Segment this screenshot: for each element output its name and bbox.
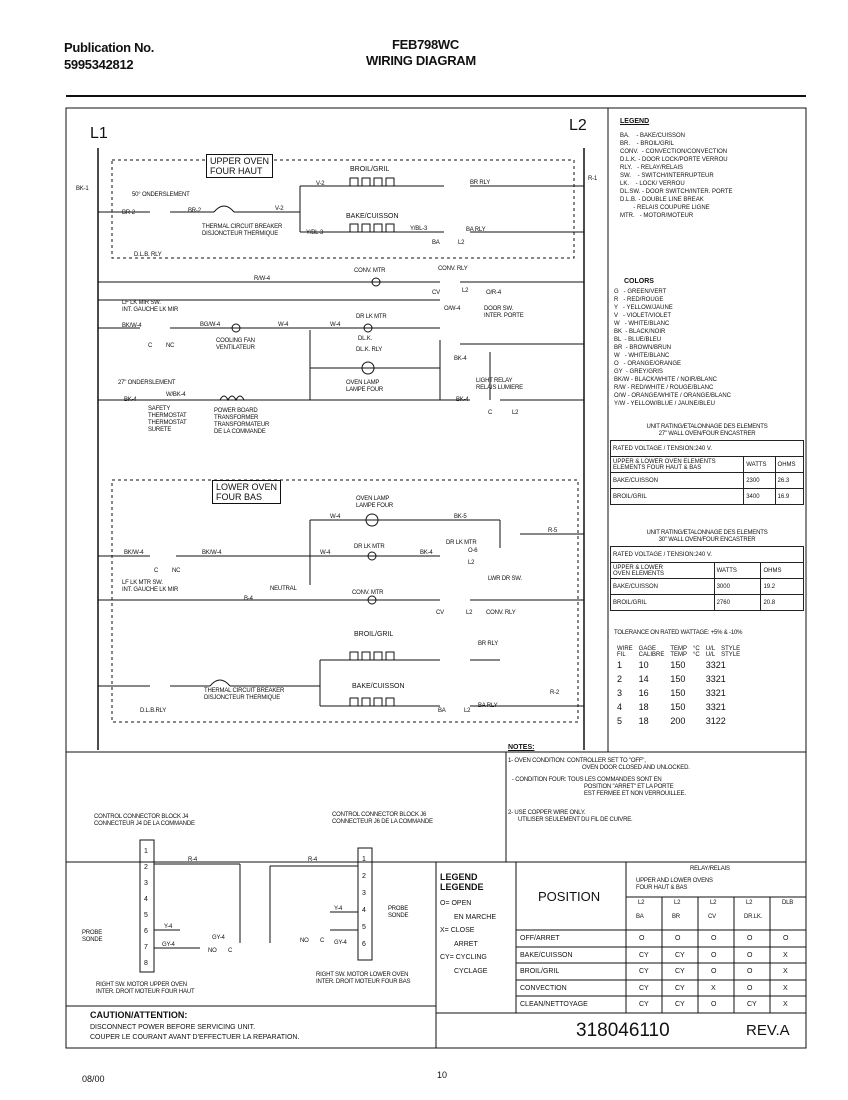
position-cell: O: [747, 935, 753, 942]
color-item: V - VIOLET/VIOLET: [614, 313, 672, 319]
wire-header: CALIBRE: [638, 652, 665, 658]
lower-ba-rly: BA RLY: [478, 703, 498, 709]
wire-cell: [690, 714, 703, 728]
color-item: W - WHITE/BLANC: [614, 321, 670, 327]
wire-bk4c: BK-4: [456, 397, 469, 403]
position-cell: O: [747, 952, 753, 959]
j6-no: NO: [300, 938, 309, 944]
lower-wire-w4b: W-4: [320, 550, 331, 556]
wire-cell: 18: [638, 716, 649, 726]
j4-r4: R-4: [188, 857, 198, 863]
j4-gy4b: GY-4: [212, 935, 225, 941]
wire-cell: 5: [617, 716, 623, 726]
legend-item: BR. - BROIL/GRIL: [620, 141, 675, 147]
lower-sw-nc: NC: [172, 568, 181, 574]
wire-cell: 200: [670, 716, 686, 726]
position-cell: O: [711, 952, 717, 959]
rail-l2-label: L2: [569, 117, 587, 134]
connector-pin: 2: [144, 864, 148, 871]
wire-header: TEMP: [670, 646, 688, 652]
notes-block: NOTES: 1- OVEN CONDITION: CONTROLLER SET TO "OFF", OVEN DOOR CLOSED AND UNLOCKED. - CONDITION FOUR: TOUS LES COMMANDES SONT EN POSITION "ARRET" ET LA PORTE EST FERMEE ET NON VERROUILLEE. 2- USE COPPER WIRE ONLY. UTILISER SEULEMENT DU FIL DE CUIVRE.: [508, 744, 690, 823]
wire-cell: 4: [617, 702, 623, 712]
position-cell: X: [783, 968, 788, 975]
connector-pin: 4: [362, 907, 366, 914]
wire-cell: 18: [638, 702, 649, 712]
position-cell: O: [747, 985, 753, 992]
position-cell: X: [783, 1001, 788, 1008]
j6-footer: RIGHT SW. MOTOR LOWER OVEN INTER. DROIT MOTEUR FOUR BAS: [316, 972, 411, 985]
wire-row: [614, 700, 743, 714]
wire-table: [614, 646, 743, 728]
wire-row: [614, 714, 743, 728]
relay-col-bottom: BA: [636, 914, 644, 920]
cv-label: CV: [432, 290, 440, 296]
position-cell: X: [783, 985, 788, 992]
j6-title: CONTROL CONNECTOR BLOCK J6 CONNECTEUR J6 DE LA COMMANDE: [332, 812, 433, 825]
j6-c: C: [320, 938, 325, 944]
position-cell: CY: [639, 968, 649, 975]
lower-wire-o6: O-6: [468, 548, 478, 554]
position-cell: O: [711, 968, 717, 975]
publication-number: 5995342812: [64, 57, 134, 72]
lower-wire-bk5: BK-5: [454, 514, 467, 520]
lower-ba: BA: [438, 708, 446, 714]
position-cell: O: [639, 935, 645, 942]
oneshot-27: 27" ONDERSLEMENT: [118, 380, 176, 386]
connector-pin: 8: [144, 960, 148, 967]
wire-br2a: BR-2: [122, 210, 135, 216]
position-cell: CY: [639, 985, 649, 992]
wire-cell: 150: [670, 702, 686, 712]
wire-cell: 150: [670, 660, 686, 670]
position-cell: CY: [675, 985, 685, 992]
lower-wire-bkw4: BK/W-4: [124, 550, 144, 556]
footer-date: 08/00: [82, 1074, 105, 1084]
j4-gy4a: GY-4: [162, 942, 175, 948]
wire-cell: 3321: [705, 688, 726, 698]
lower-oven-box: LOWER OVEN FOUR BAS: [212, 480, 281, 504]
wire-row: [614, 658, 743, 672]
wire-header: WIRE: [617, 646, 633, 652]
wire-bk4: BK-4: [454, 356, 467, 362]
wire-header: STYLE: [721, 652, 741, 658]
wire-header: STYLE: [721, 646, 741, 652]
color-item: O - ORANGE/ORANGE: [614, 361, 682, 367]
wire-wbk4: W/BK-4: [166, 392, 186, 398]
ba-label: BA: [432, 240, 440, 246]
j4-footer: RIGHT SW. MOTOR UPPER OVEN INTER. DROIT MOTEUR FOUR HAUT: [96, 982, 195, 995]
part-number: 318046110: [576, 1020, 670, 1041]
position-cell: CY: [675, 968, 685, 975]
position-cell: O: [711, 1001, 717, 1008]
wire-oyw4: O/W-4: [444, 306, 461, 312]
position-cell: CY: [639, 1001, 649, 1008]
rail-l1-label: L1: [90, 125, 108, 142]
sw-nc: NC: [166, 343, 175, 349]
connector-pin: 1: [144, 848, 148, 855]
j4-title: CONTROL CONNECTOR BLOCK J4 CONNECTEUR J4 DE LA COMMANDE: [94, 814, 195, 827]
legend-item: - RELAIS COUPURE LIGNE: [620, 205, 710, 211]
lower-wire-r2: R-2: [550, 690, 560, 696]
light-l2: L2: [512, 410, 519, 416]
relay-col-top: DLB: [782, 900, 794, 906]
position-cell: CY: [747, 1001, 757, 1008]
wire-cell: 3321: [705, 702, 726, 712]
position-cell: CY: [639, 952, 649, 959]
wire-w4: W-4: [278, 322, 289, 328]
connector-pin: 4: [144, 896, 148, 903]
dlk-label: DL.K.: [358, 336, 373, 342]
color-item: GY - GREY/GRIS: [614, 369, 663, 375]
lower-l2: L2: [468, 560, 475, 566]
wire-cell: 3321: [705, 674, 726, 684]
legend-block: LEGEND BA. - BAKE/CUISSON BR. - BROIL/GRIL CONV. - CONVECTION/CONVECTION D.L.K. - DOOR LOCK/PORTE VERROU RLY. - RELAY/RELAIS SW. - SWITCH/INTERRUPTEUR LK. - LOCK/ VERROU DL.SW. - DOOR SWITCH/INTER. PORTE D.L.B. - DOUBLE LINE BREAK - RELAIS COUPURE LIGNE MTR. - MOTOR/MOTEUR: [620, 118, 733, 219]
legend-item: SW. - SWITCH/INTERRUPTEUR: [620, 173, 714, 179]
position-cell: O: [675, 935, 681, 942]
wire-cell: 3: [617, 688, 623, 698]
j4-probe: PROBE SONDE: [82, 930, 103, 943]
wire-bgw4: BG/W-4: [200, 322, 221, 328]
position-cell: X: [783, 952, 788, 959]
wire-header: TEMP: [670, 652, 688, 658]
wire-w4b: W-4: [330, 322, 341, 328]
dr-lk-mtr: DR LK MTR: [356, 314, 387, 320]
wire-header: U/L: [705, 652, 716, 658]
connector-pin: 6: [362, 941, 366, 948]
lower-oven-lamp: OVEN LAMP LAMPE FOUR: [356, 496, 394, 509]
color-item: BK - BLACK/NOIR: [614, 329, 666, 335]
legend-item: D.L.K. - DOOR LOCK/PORTE VERROU: [620, 157, 728, 163]
light-relay: LIGHT RELAY RELAIS LUMIERE: [476, 378, 523, 391]
cooling-fan: COOLING FAN VENTILATEUR: [216, 338, 255, 351]
tolerance: TOLERANCE ON RATED WATTAGE: +5% & -10%: [614, 630, 743, 636]
wire-orw4: O/R-4: [486, 290, 502, 296]
connector-pin: 5: [362, 924, 366, 931]
color-item: Y - YELLOW/JAUNE: [614, 305, 673, 311]
page-number: 10: [437, 1070, 448, 1080]
lower-wire-b4: B-4: [244, 596, 253, 602]
wire-cell: 3122: [705, 716, 726, 726]
lower-wire-w4: W-4: [330, 514, 341, 520]
publication-label: Publication No.: [64, 40, 155, 55]
wire-v2a: V-2: [316, 181, 325, 187]
relay-col-top: L2: [710, 900, 717, 906]
model-number: FEB798WC: [392, 37, 459, 52]
j6-probe: PROBE SONDE: [388, 906, 409, 919]
upper-oven-box: UPPER OVEN FOUR HAUT: [206, 154, 273, 178]
colors-block: COLORS G - GREEN/VERT R - RED/ROUGE Y - YELLOW/JAUNE V - VIOLET/VIOLET W - WHITE/BLANC BK - BLACK/NOIR BL - BLUE/BLEU BR - BROWN/BRUN W - WHITE/BLANC O - ORANGE/ORANGE GY - GREY/GRIS BK/W - BLACK/WHITE / NOIR/BLANC R/W - RED/WHITE / ROUGE/BLANC O/W - ORANGE/WHITE / ORANGE/BLANC Y/W - YELLOW/BLUE / JAUNE/BLEU: [614, 278, 732, 407]
lower-dr-lk-mtr2: DR LK MTR: [446, 540, 477, 546]
position-cell: O: [711, 935, 717, 942]
lower-conv-mtr: CONV. MTR: [352, 590, 384, 596]
relay-col-bottom: CV: [708, 914, 716, 920]
wire-cell: 2: [617, 674, 623, 684]
lower-l2c: L2: [464, 708, 471, 714]
lower-tcb: THERMAL CIRCUIT BREAKER DISJONCTEUR THERMIQUE: [204, 688, 285, 701]
color-item: G - GREEN/VERT: [614, 289, 667, 295]
l2-conv: L2: [462, 288, 469, 294]
wire-cell: 10: [638, 660, 649, 670]
position-cell: O: [747, 968, 753, 975]
relay-sub: UPPER AND LOWER OVENS FOUR HAUT & BAS: [636, 878, 713, 891]
switch-legend: LEGEND LEGENDE O= OPEN EN MARCHE X= CLOSE ARRET CY= CYCLING CYCLAGE: [440, 872, 497, 975]
rating-27-table: UNIT RATING/ETALONNAGE DES ELEMENTS 27" WALL OVEN/FOUR ENCASTRER RATED VOLTAGE / TENSION:240 V. UPPER & LOWER OVEN ELEMENTS ELEMENTS FOUR HAUT & BAS WATTS OHMS BAKE/CUISSON 2300 26.3 BROIL/GRIL 3400 16.9: [610, 424, 804, 505]
color-item: Y/W - YELLOW/BLUE / JAUNE/BLEU: [614, 401, 715, 407]
lower-lf-lk-sw: LF LK MTR SW. INT. GAUCHE LK MIR: [122, 580, 179, 593]
rating-30-table: UNIT RATING/ETALONNAGE DES ELEMENTS 30" WALL OVEN/FOUR ENCASTRER RATED VOLTAGE / TENSION:240 V. UPPER & LOWER OVEN ELEMENTS WATTS OHMS BAKE/CUISSON 3000 19.2 BROIL/GRIL 2760 20.8: [610, 530, 804, 611]
wire-cell: [690, 672, 703, 686]
lower-conv-rly: CONV. RLY: [486, 610, 516, 616]
wire-header: GAGE: [638, 646, 657, 652]
wire-cell: [690, 686, 703, 700]
wire-bk1: BK-1: [76, 186, 89, 192]
conv-mtr: CONV. MTR: [354, 268, 386, 274]
wire-cell: [690, 658, 703, 672]
lower-l2b: L2: [466, 610, 473, 616]
oneshot-50: 50° ONDERSLEMENT: [132, 192, 190, 198]
relay-header: RELAY/RELAIS: [690, 866, 730, 872]
color-item: R - RED/ROUGE: [614, 297, 664, 303]
j6-gy4: GY-4: [334, 940, 347, 946]
color-item: BL - BLUE/BLEU: [614, 337, 662, 343]
wire-header: °C: [693, 652, 700, 658]
j6-y4: Y-4: [334, 906, 343, 912]
wire-cell: 3321: [705, 660, 726, 670]
position-cell: O: [783, 935, 789, 942]
color-item: O/W - ORANGE/WHITE / ORANGE/BLANC: [614, 393, 732, 399]
relay-col-top: L2: [746, 900, 753, 906]
upper-broil-label: BROIL/GRIL: [350, 166, 390, 173]
wire-header: °C: [693, 646, 700, 652]
wire-row: [614, 672, 743, 686]
wire-cell: 1: [617, 660, 623, 670]
relay-col-top: L2: [638, 900, 645, 906]
legend-item: CONV. - CONVECTION/CONVECTION: [620, 149, 728, 155]
door-sw: DOOR SW. INTER. PORTE: [484, 306, 524, 319]
lower-bake-label: BAKE/CUISSON: [352, 683, 405, 690]
relay-col-bottom: BR: [672, 914, 680, 920]
lower-broil-label: BROIL/GRIL: [354, 631, 394, 638]
br-rly: BR RLY: [470, 180, 491, 186]
legend-item: RLY. - RELAY/RELAIS: [620, 165, 684, 171]
caution-block: CAUTION/ATTENTION: DISCONNECT POWER BEFORE SERVICING UNIT. COUPER LE COURANT AVANT D'EFFECTUER LA REPARATION.: [90, 1010, 300, 1041]
color-item: R/W - RED/WHITE / ROUGE/BLANC: [614, 385, 714, 391]
neutral-label: NEUTRAL: [270, 586, 297, 592]
safety-thermostat: SAFETY THERMOSTAT THERMOSTAT SURETE: [148, 406, 187, 433]
wire-header: FIL: [617, 652, 626, 658]
wire-bkw4: BK/W-4: [122, 323, 142, 329]
relay-col-top: L2: [674, 900, 681, 906]
wire-ywl3a: Y/BL-3: [306, 230, 324, 236]
wire-ywl3b: Y/BL-3: [410, 226, 428, 232]
color-item: W - WHITE/BLANC: [614, 353, 670, 359]
upper-bake-label: BAKE/CUISSON: [346, 213, 399, 220]
lower-wire-bkw4b: BK/W-4: [202, 550, 222, 556]
connector-pin: 1: [362, 856, 366, 863]
wire-row: [614, 686, 743, 700]
page-title: WIRING DIAGRAM: [366, 53, 476, 68]
legend-item: MTR. - MOTOR/MOTEUR: [620, 213, 694, 219]
position-cell: X: [711, 985, 716, 992]
connector-pin: 7: [144, 944, 148, 951]
connector-pin: 3: [144, 880, 148, 887]
wire-cell: 16: [638, 688, 649, 698]
position-cell: CY: [675, 1001, 685, 1008]
wire-v2b: V-2: [275, 206, 284, 212]
wire-rw4: R/W-4: [254, 276, 270, 282]
ba-rly: BA RLY: [466, 227, 486, 233]
revision: REV.A: [746, 1022, 790, 1039]
connector-pin: 6: [144, 928, 148, 935]
lower-wire-r5: R-5: [548, 528, 558, 534]
j4-c: C: [228, 948, 233, 954]
upper-oven-lamp: OVEN LAMP LAMPE FOUR: [346, 380, 384, 393]
lower-sw-c: C: [154, 568, 159, 574]
wire-cell: [690, 700, 703, 714]
position-row-label: BROIL/GRIL: [520, 968, 560, 975]
legend-item: D.L.B. - DOUBLE LINE BREAK: [620, 197, 704, 203]
wire-cell: 150: [670, 674, 686, 684]
lower-dr-sw: LWR DR SW.: [488, 576, 522, 582]
wire-cell: 14: [638, 674, 649, 684]
lower-wire-bk4: BK-4: [420, 550, 433, 556]
wire-cell: 150: [670, 688, 686, 698]
dlk-rly: DL.K. RLY: [356, 347, 383, 353]
connector-pin: 3: [362, 890, 366, 897]
dlb-rly: D.L.B. RLY: [134, 252, 162, 258]
position-row-label: CLEAN/NETTOYAGE: [520, 1001, 588, 1008]
color-item: BR - BROWN/BRUN: [614, 345, 671, 351]
lower-cv: CV: [436, 610, 444, 616]
position-row-label: OFF/ARRET: [520, 935, 560, 942]
position-header: POSITION: [538, 889, 601, 904]
connector-pin: 2: [362, 873, 366, 880]
lower-dr-lk-mtr: DR LK MTR: [354, 544, 385, 550]
legend-item: BA. - BAKE/CUISSON: [620, 133, 686, 139]
j4-no: NO: [208, 948, 217, 954]
ba-l2: L2: [458, 240, 465, 246]
light-c: C: [488, 410, 493, 416]
connector-pin: 5: [144, 912, 148, 919]
position-row-label: CONVECTION: [520, 985, 567, 992]
lf-lk-sw: LF LK MIR SW. INT. GAUCHE LK MIR: [122, 300, 179, 313]
wire-br2b: BR-2: [188, 208, 201, 214]
wire-r1: R-1: [588, 176, 598, 182]
lower-dlb-rly: D.L.B.RLY: [140, 708, 167, 714]
conv-rly: CONV. RLY: [438, 266, 468, 272]
tcb-label: THERMAL CIRCUIT BREAKER DISJONCTEUR THERMIQUE: [202, 224, 283, 237]
color-item: BK/W - BLACK/WHITE / NOIR/BLANC: [614, 377, 718, 383]
wire-bk4b: BK-4: [124, 397, 137, 403]
sw-c: C: [148, 343, 153, 349]
j4-y4: Y-4: [164, 924, 173, 930]
position-row-label: BAKE/CUISSON: [520, 952, 573, 959]
power-board: POWER BOARD TRANSFORMER TRANSFORMATEUR DE LA COMMANDE: [214, 408, 270, 435]
relay-col-bottom: DR.LK.: [744, 914, 763, 920]
legend-item: DL.SW. - DOOR SWITCH/INTER. PORTE: [620, 189, 733, 195]
j6-r4: R-4: [308, 857, 318, 863]
lower-br-rly: BR RLY: [478, 641, 499, 647]
wire-header: U/L: [705, 646, 716, 652]
legend-item: LK. - LOCK/ VERROU: [620, 181, 685, 187]
position-cell: CY: [675, 952, 685, 959]
